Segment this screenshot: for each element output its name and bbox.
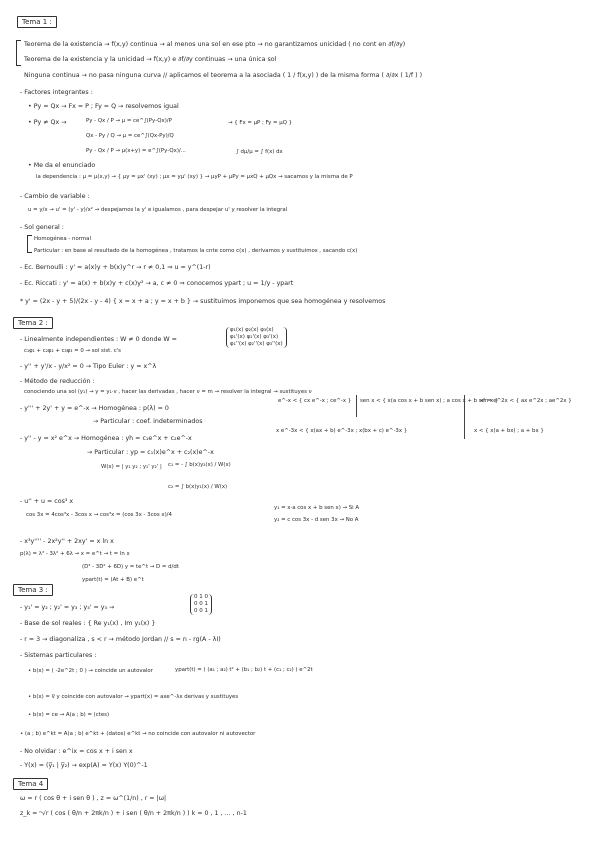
note-line: - x³y'''' - 2x²y'' + 2xy' = x ln x (20, 538, 114, 545)
matrix-row: 0 0 1 (194, 608, 208, 615)
matrix-row: φ₁''(x) φ₂''(x) φ₃''(x) (230, 341, 283, 348)
note-line: Teorema de la existencia y la unicidad → f(x,y) e ∂f/∂y continuas → una única sol (24, 56, 277, 63)
note-line: → Particular : yp = c₁(x)e^x + c₂(x)e^-x (87, 449, 214, 456)
note-line: c₂ = ∫ b(x)y₁(x) / W(x) (168, 484, 228, 490)
note-line: sen x < { x(a cos x + b sen x) ; a cos x + b sen x } (360, 398, 499, 404)
matrix-row: 0 0 1 (194, 601, 208, 608)
note-line: - Ec. Bernoulli : y' = a(x)y + b(x)y^r → r ≠ 0,1 ⇒ u = y^(1-r) (20, 264, 211, 271)
note-line: - r = 3 → diagonaliza , s < r → método Jordan // s = n - rg(A - λI) (20, 636, 221, 643)
note-line: ypart(t) = ( (a₁ ; a₂) t² + (b₁ ; b₂) t + (c₁ ; c₂) ) e^2t (175, 667, 313, 673)
note-line: Py - Qx / P → μ = ce^∫(Py-Qx)/P (86, 118, 172, 124)
note-line: u = y/x → u' = (y' - y)/x² → despejamos la y' e igualamos , para despejar u' y resolver la integral (28, 207, 288, 213)
note-line: - y'' - y = x² e^x → Homogénea : yh = c₁e^x + c₂e^-x (20, 435, 192, 442)
note-line: p(λ) = λ³ - 3λ² + 6λ → x = e^t → t = ln x (20, 551, 130, 557)
section-title-tema-4: Tema 4 (13, 778, 48, 790)
note-line: (D³ - 3D² + 6D) y = te^t → D = d/dt (82, 564, 179, 570)
note-line: → Particular : coef. indeterminados (93, 418, 203, 425)
note-heading: - Factores integrantes : (20, 89, 93, 96)
note-line: Py - Qx / P → μ(x+y) = e^∫(Py-Qx)/... (86, 148, 186, 154)
system-matrix (190, 594, 212, 615)
note-line: y₁ = x·a cos x + b sen x) → Si A (274, 505, 360, 511)
note-line: - y''' + 2y' + y = e^-x → Homogénea : p(λ) = 0 (20, 405, 169, 412)
section-title-tema-2: Tema 2 : (13, 317, 53, 329)
matrix-row: φ₁'(x) φ₂'(x) φ₃'(x) (230, 334, 279, 341)
note-line: x e^-3x < { x(ax + b) e^-3x ; x(bx + c) e^-3x } (276, 428, 408, 434)
note-heading: - Método de reducción : (20, 378, 95, 385)
note-line: - u'' + u = cos³ x (20, 498, 74, 505)
note-line: ∫ dμ/μ = ∫ f(x) dx (236, 149, 283, 155)
note-line: - Y(x) = (y̅₁ | y̅₂) → exp(A) = Y(x) Y(0)^-1 (20, 762, 148, 769)
note-line: e^-x < { cx e^-x ; ce^-x } (278, 398, 352, 404)
note-line: - Base de sol reales : { Re y₁(x) , Im y₁(x) } (20, 620, 156, 627)
note-line: → { Fx = μP ; Fy = μQ } (228, 120, 293, 126)
note-line: Homogénea - normal (34, 236, 91, 242)
note-line: Qx - Py / Q → μ = ce^∫(Qx-Py)/Q (86, 133, 174, 139)
note-line: • (a ; b) e^kt = A(a ; b) e^kt + (datos) e^kt → no coincide con autovalor ni autovector (20, 731, 256, 737)
note-line: Ninguna continua → no pasa ninguna curva // aplicamos el teorema a la asociada ( 1 / f(x,y) ) de la misma forma ( ∂/∂x ( 1/f ) ) (24, 72, 423, 79)
note-line: W(x) = | y₁ y₂ ; y₁' y₂' | (101, 464, 162, 470)
note-heading: - Sol general : (20, 224, 64, 231)
note-line: ω = r ( cos θ + i sen θ ) , z = ω^(1/n) , r = |ω| (20, 795, 167, 802)
note-line: conociendo una sol (y₁) → y = y₁·v , hacer las derivadas , hacer ν = m → resolver la integral → sustituyes ν (24, 389, 312, 395)
note-line: - y₁' = y₂ ; y₂' = y₃ ; y₃' = y₃ → (20, 604, 115, 611)
note-line: z_k = ⁿ√r ( cos ( θ/n + 2πk/n ) + i sen ( θ/n + 2πk/n ) ) k = 0 , 1 , ... , n-1 (20, 810, 247, 817)
note-line: • b(x) = ce → A(a ; b) = (ctes) (28, 712, 110, 718)
divider (464, 395, 465, 439)
note-line: Particular : en base al resultado de la homogénea , tratamos la cnte como c(x) , derivamos y sustituimos , sacando c(x) (34, 248, 358, 254)
note-heading: - Cambio de variable : (20, 193, 90, 200)
note-line: - y'' + y'/x - y/x² = 0 → Tipo Euler : y = x^λ (20, 363, 157, 370)
note-line: la dependencia : μ = μ(x,y) → { μy = μx' (xy) ; μx = yμ' (xy) } → μyP + μPy = μxQ + μQx → sacamos y la misma de P (36, 174, 353, 180)
section-title-tema-3: Tema 3 : (13, 584, 53, 596)
note-line: - No olvidar : e^ix = cos x + i sen x (20, 748, 133, 755)
wronskian-matrix (226, 327, 287, 348)
matrix-row: 0 1 0 (194, 594, 208, 600)
divider (356, 395, 357, 417)
note-line: * y' = (2x - y + 5)/(2x - y - 4) { x = x + a ; y = x + b } → sustituimos imponemos que sea homogénea y resolvemos (20, 298, 386, 305)
note-line: - Ec. Riccati : y' = a(x) + b(x)y + c(x)y² → a, c ≠ 0 ⇒ conocemos ypart ; u = 1/y - ypart (20, 280, 294, 287)
matrix-row: φ₁(x) φ₂(x) φ₃(x) (230, 327, 274, 333)
note-heading: - Sistemas particulares : (20, 652, 97, 659)
section-title-tema-1: Tema 1 : (17, 16, 57, 28)
note-line: • Me da el enunciado (28, 162, 96, 169)
note-line: x² = e^2x < { ax e^2x ; ae^2x } (480, 398, 572, 404)
bracket (27, 235, 32, 253)
note-line: • b(x) = ( -2e^2t ; 0 ) → coincide un autovalor (28, 668, 153, 674)
note-line: x < { x(a + bx) ; a + bx } (474, 428, 544, 434)
note-line: • Py = Qx → Fx = P ; Fy = Q → resolvemos igual (28, 103, 179, 110)
note-line: cos 3x = 4cos³x - 3cos x → cos³x = (cos 3x - 3cos x)/4 (26, 512, 172, 518)
note-line: • b(x) = v̅ y coincide con autovalor → ypart(x) = axe^-λx derivas y sustituyes (28, 694, 239, 700)
note-line: - Linealmente independientes : W ≠ 0 donde W = (20, 336, 177, 343)
note-line: ypart(t) = (At + B) e^t (82, 577, 144, 583)
note-line: c₁ = - ∫ b(x)y₂(x) / W(x) (168, 462, 231, 468)
note-line: • Py ≠ Qx → (28, 119, 67, 126)
bracket (16, 40, 21, 66)
note-line: y₂ = c cos 3x - d sen 3x → No A (274, 517, 359, 523)
note-line: Teorema de la existencia → f(x,y) continua → al menos una sol en ese pto → no garantizamos unicidad ( no cont en ∂f/∂y) (24, 41, 406, 48)
note-line: c₁φ₁ + c₂φ₂ + c₃φ₃ = 0 → sol sist. c's (24, 348, 121, 354)
